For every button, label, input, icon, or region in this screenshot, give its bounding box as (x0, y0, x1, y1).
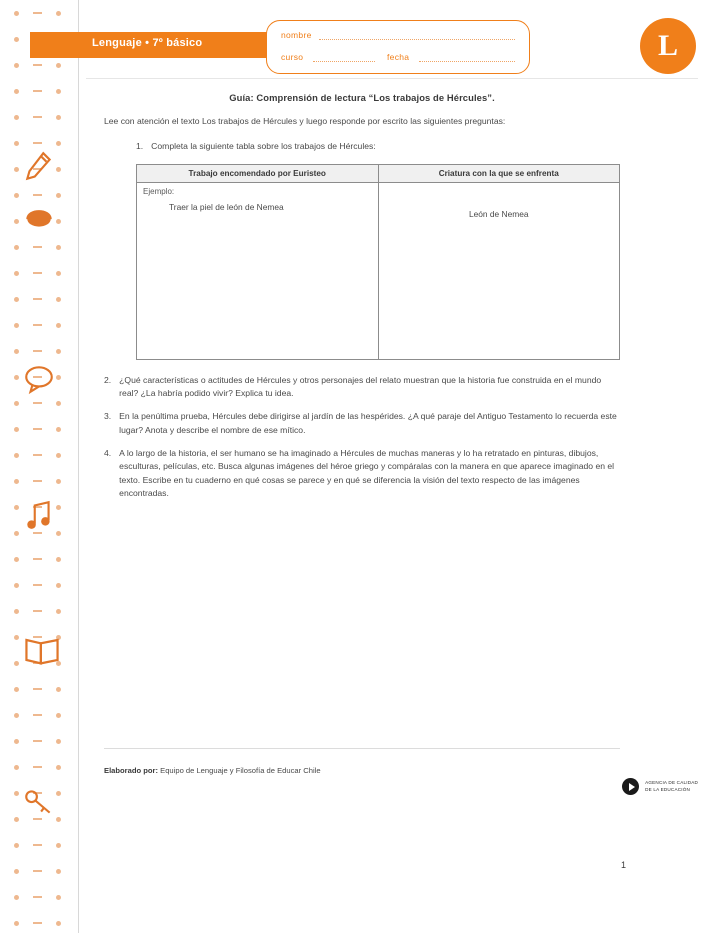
question-1-text: Completa la siguiente tabla sobre los trabajos de Hércules: (151, 141, 376, 152)
rail-dot (33, 350, 42, 352)
rail-dot (56, 817, 61, 822)
rail-dot (56, 843, 61, 848)
question-1 (104, 140, 620, 153)
brand-logo (622, 778, 698, 795)
rail-dot-row (10, 754, 70, 780)
rail-dot (14, 297, 19, 302)
rail-dot (56, 89, 61, 94)
rail-dot (33, 714, 42, 716)
rail-dot-row (10, 858, 70, 884)
rail-dot (33, 532, 42, 534)
rail-dot (33, 558, 42, 560)
example-label: Ejemplo: (143, 186, 175, 196)
rail-dot (14, 89, 19, 94)
works-table (136, 164, 620, 360)
rail-dot (14, 115, 19, 120)
rail-dot (56, 583, 61, 588)
question-4-text: A lo largo de la historia, el ser humano se ha imaginado a Hércules de muchas maneras y lo ha retratado en pinturas, dibujos, esculturas, películas, etc. Busca algunas imágenes del héroe griego y compáralas con la manera en que aparece imaginado en el texto. Escribe en tu cuaderno en qué cosas se parece y en qué se diferencia la visión del texto respecto de las imágenes encontradas. (119, 447, 615, 498)
rail-dot-row (10, 910, 70, 933)
rail-dot (33, 870, 42, 872)
field-label-fecha: fecha (387, 52, 410, 62)
rail-dot-row (10, 832, 70, 858)
field-line-curso[interactable] (313, 61, 375, 62)
rail-dot (33, 480, 42, 482)
rail-dot (56, 765, 61, 770)
rail-dot (14, 193, 19, 198)
rail-dot (33, 688, 42, 690)
rail-dot (14, 453, 19, 458)
rail-dot (56, 505, 61, 510)
table-header-right: Criatura con la que se enfrenta (378, 164, 620, 182)
rail-dot (56, 167, 61, 172)
rail-dot (14, 817, 19, 822)
rail-dot (33, 12, 42, 14)
brand-text (645, 780, 698, 792)
rail-dot (56, 869, 61, 874)
rail-dot-row (10, 598, 70, 624)
paint-icon (22, 200, 56, 234)
decorative-rail (0, 0, 79, 933)
rail-dot (56, 115, 61, 120)
rail-dot (56, 375, 61, 380)
brand-line-2: DE LA EDUCACIÓN (645, 786, 690, 792)
rail-dot-row (10, 676, 70, 702)
rail-dot (56, 739, 61, 744)
rail-dot-row (10, 312, 70, 338)
rail-dot (33, 766, 42, 768)
brand-line-1: AGENCIA DE CALIDAD (645, 780, 698, 786)
rail-dot (14, 141, 19, 146)
subject-band-label: Lenguaje • 7º básico (92, 37, 203, 49)
rail-dot (14, 895, 19, 900)
rail-dot (14, 609, 19, 614)
rail-dot (56, 921, 61, 926)
rail-dot (14, 349, 19, 354)
rail-dot (33, 896, 42, 898)
rail-dot-row (10, 104, 70, 130)
rail-dot (14, 271, 19, 276)
rail-dot (33, 90, 42, 92)
table-cell-left[interactable] (137, 182, 379, 359)
rail-dot (14, 583, 19, 588)
rail-dot-row (10, 546, 70, 572)
question-2-number: 2. (104, 374, 112, 385)
rail-dot (14, 531, 19, 536)
rail-dot (56, 557, 61, 562)
page-number: 1 (620, 860, 626, 870)
rail-dot-row (10, 338, 70, 364)
example-right-value: León de Nemea (468, 208, 529, 219)
table-row[interactable] (137, 182, 620, 359)
footer-credit (104, 766, 321, 775)
rail-dot (14, 661, 19, 666)
question-2 (104, 374, 620, 401)
intro-paragraph: Lee con atención el texto Los trabajos de Hércules y luego responde por escrito las siguientes preguntas: (104, 116, 506, 126)
rail-dot (14, 557, 19, 562)
key-icon (22, 785, 56, 819)
rail-dot (56, 11, 61, 16)
field-line-nombre[interactable] (319, 39, 515, 40)
rail-dot (56, 531, 61, 536)
rail-dot (33, 584, 42, 586)
rail-dot (56, 609, 61, 614)
rail-dot (56, 791, 61, 796)
rail-dot-row (10, 286, 70, 312)
question-2-text: ¿Qué características o actitudes de Hércules y otros personajes del relato muestran que la historia fue construida en el mundo real? ¿La habría podido vivir? Explica tu idea. (119, 374, 602, 398)
rail-dot-row (10, 702, 70, 728)
logo-badge: L (640, 18, 696, 74)
rail-dot-row (10, 728, 70, 754)
header-divider (86, 78, 698, 79)
rail-dot (14, 11, 19, 16)
music-note-icon (22, 498, 56, 532)
rail-dot (33, 246, 42, 248)
rail-dot (33, 324, 42, 326)
rail-dot-row (10, 78, 70, 104)
rail-dot (14, 375, 19, 380)
rail-dot (33, 922, 42, 924)
speech-bubble-icon (22, 362, 56, 396)
play-circle-icon (622, 778, 639, 795)
rail-dot (14, 167, 19, 172)
question-4 (104, 447, 620, 500)
rail-dot (14, 245, 19, 250)
rail-dot (56, 219, 61, 224)
question-3-number: 3. (104, 411, 112, 422)
rail-dot (56, 713, 61, 718)
rail-dot (56, 401, 61, 406)
rail-dot (56, 245, 61, 250)
example-left-value: Traer la piel de león de Nemea (169, 201, 284, 212)
rail-dot (14, 323, 19, 328)
rail-dot (33, 844, 42, 846)
rail-dot (56, 141, 61, 146)
rail-dot (33, 428, 42, 430)
rail-dot (33, 610, 42, 612)
rail-dot (33, 402, 42, 404)
rail-dot-row (10, 468, 70, 494)
question-3 (104, 410, 620, 437)
rail-dot (14, 687, 19, 692)
open-book-icon (22, 630, 62, 670)
rail-dot (33, 454, 42, 456)
rail-dot (14, 635, 19, 640)
student-fields-box (266, 20, 530, 74)
rail-dot (56, 271, 61, 276)
rail-dot (14, 427, 19, 432)
rail-dot (14, 713, 19, 718)
rail-dot (56, 349, 61, 354)
rail-dot (14, 739, 19, 744)
rail-dot (33, 194, 42, 196)
rail-dot (56, 427, 61, 432)
rail-dot (33, 740, 42, 742)
rail-dot-row (10, 442, 70, 468)
table-header-row (137, 164, 620, 182)
footer-credit-label: Elaborado por: (104, 766, 159, 775)
rail-dot (33, 272, 42, 274)
rail-dot (14, 843, 19, 848)
rail-dot (14, 219, 19, 224)
rail-dot-row (10, 234, 70, 260)
question-3-text: En la penúltima prueba, Hércules debe dirigirse al jardín de las hespérides. ¿A qué paraje del Antiguo Testamento lo recuerda este lugar? Anota y describe el nombre de ese mítico. (119, 411, 617, 435)
rail-dot-row (10, 884, 70, 910)
worksheet-header (30, 18, 698, 80)
rail-dot (33, 298, 42, 300)
footer-credit-value: Equipo de Lenguaje y Filosofía de Educar Chile (160, 766, 321, 775)
rail-dot (14, 479, 19, 484)
table-cell-right[interactable] (378, 182, 620, 359)
pencil-icon (22, 150, 56, 184)
rail-dot (14, 921, 19, 926)
rail-dot-row (10, 572, 70, 598)
rail-dot (33, 142, 42, 144)
question-1-number: 1. (136, 141, 144, 152)
rail-dot (14, 63, 19, 68)
table-header-left: Trabajo encomendado por Euristeo (137, 164, 379, 182)
rail-dot (14, 401, 19, 406)
rail-dot (56, 895, 61, 900)
rail-dot (14, 765, 19, 770)
page-title: Guía: Comprensión de lectura “Los trabajos de Hércules”. (229, 92, 495, 103)
footer-divider (104, 748, 620, 749)
rail-dot (14, 37, 19, 42)
worksheet-content (104, 92, 620, 510)
rail-dot (56, 323, 61, 328)
field-label-curso: curso (281, 52, 304, 62)
rail-dot (33, 116, 42, 118)
question-4-number: 4. (104, 447, 112, 458)
rail-dot (56, 687, 61, 692)
rail-dot-row (10, 416, 70, 442)
rail-dot (14, 869, 19, 874)
rail-dot (56, 453, 61, 458)
rail-dot (14, 791, 19, 796)
field-label-nombre: nombre (281, 30, 312, 40)
field-line-fecha[interactable] (419, 61, 515, 62)
rail-dot (14, 505, 19, 510)
rail-dot (56, 297, 61, 302)
rail-dot (56, 479, 61, 484)
rail-dot-row (10, 260, 70, 286)
rail-dot (56, 193, 61, 198)
